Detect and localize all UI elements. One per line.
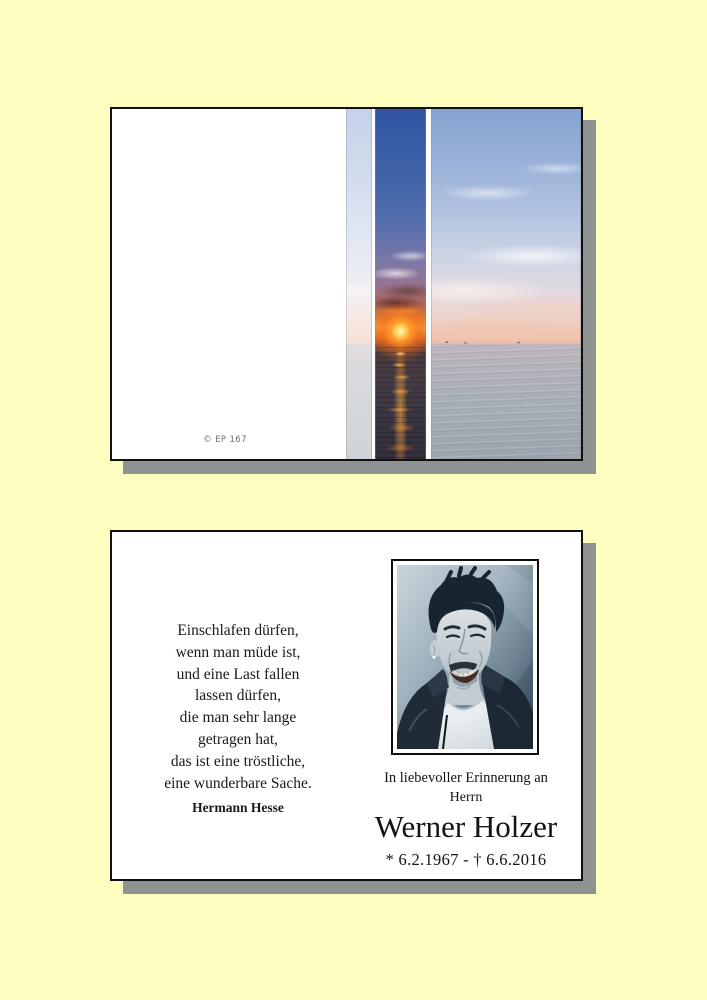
memorial-intro: In liebevoller Erinnerung an: [384, 770, 548, 786]
memorial-card-cover: [110, 107, 583, 461]
poem-line: Einschlafen dürfen,: [177, 622, 299, 639]
memorial-card-inside: [110, 530, 583, 881]
poem-line: wenn man müde ist,: [175, 643, 301, 661]
poem-line: die man sehr lange: [179, 709, 297, 727]
poem-line: das ist eine tröstliche,: [170, 752, 306, 770]
sunset-photo-stripe: [375, 109, 426, 459]
poem-line: und eine Last fallen: [176, 665, 300, 683]
portrait-photo: [397, 565, 533, 749]
memorial-salutation: Herrn: [449, 790, 483, 805]
memorial-text: [354, 768, 578, 871]
birth-death-dates: * 6.2.1967 - † 6.6.2016: [385, 850, 547, 869]
poem-author: Hermann Hesse: [192, 800, 284, 816]
copyright-label: © EP 167: [203, 435, 247, 445]
poem-line: lassen dürfen,: [194, 687, 282, 705]
sunset-photo: [431, 109, 581, 459]
portrait-photo-frame: [391, 559, 539, 755]
poem: [118, 620, 358, 819]
poem-line: getragen hat,: [197, 730, 279, 748]
poem-line: eine wunderbare Sache.: [164, 774, 312, 792]
deceased-name: Werner Holzer: [374, 809, 558, 844]
sunset-photo-faded-band: [346, 109, 372, 459]
